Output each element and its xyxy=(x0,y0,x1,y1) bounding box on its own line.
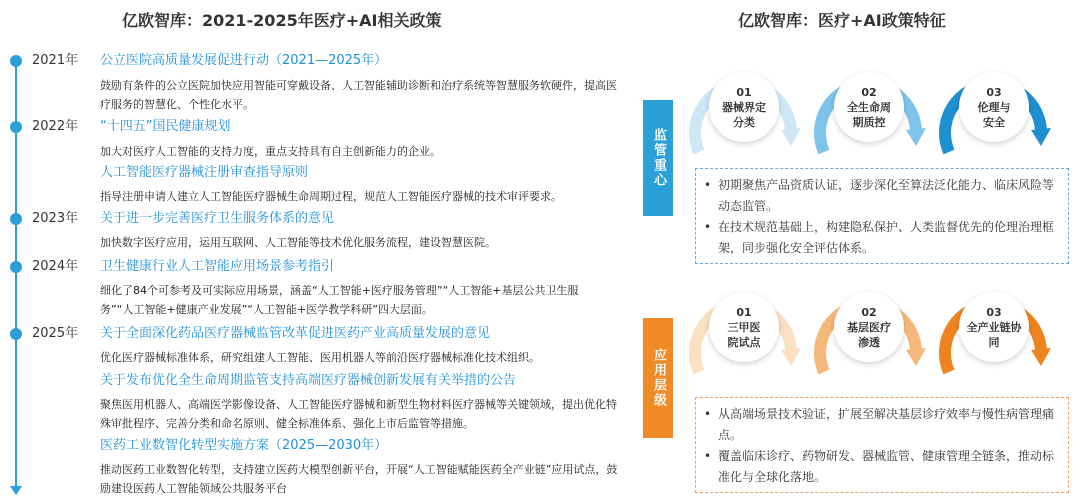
policy-desc: 鼓励有条件的公立医院加快应用智能可穿戴设备、人工智能辅助诊断和治疗系统等智慧服务软硬件，提高医疗服务的智慧化、个性化水平。 xyxy=(100,79,617,111)
policy-title: 人工智能医疗器械注册审查指导原则 xyxy=(100,165,309,180)
step-circle xyxy=(709,292,779,362)
year-label-2021: 2021年 xyxy=(32,53,79,68)
policy-desc: 聚焦医用机器人、高端医学影像设备、人工智能医疗器械和新型生物材料医疗器械等关键领域，提出优化特殊审批程序、完善分类和命名原则、健全标准体系、强化上市后监管等措施。 xyxy=(100,398,617,430)
bullet-item: • 初期聚焦产品资质认证，逐步深化至算法泛化能力、临床风险等动态监管。 xyxy=(704,175,1060,217)
step-number: 03 xyxy=(986,85,1002,99)
policy-title: 关于进一步完善医疗卫生服务体系的意见 xyxy=(100,211,335,226)
step-circle xyxy=(959,292,1029,362)
policy-title: “十四五”国民健康规划 xyxy=(100,119,231,134)
policy-title: 医药工业数智化转型实施方案（2025—2030年） xyxy=(100,438,388,453)
right-title: 亿欧智库：医疗+AI政策特征 xyxy=(738,11,946,30)
step-text: 伦理与安全 xyxy=(977,100,1011,129)
year-label-2024: 2024年 xyxy=(32,259,79,274)
step-text: 基层医疗渗透 xyxy=(847,320,891,349)
step-number: 02 xyxy=(861,85,877,99)
step-number: 03 xyxy=(986,305,1002,319)
year-label-2023: 2023年 xyxy=(32,211,79,226)
timeline-arrow-icon xyxy=(10,486,22,495)
application-bullets xyxy=(695,397,1069,493)
policy-desc: 细化了84个可参考及可实际应用场景，涵盖“人工智能+医疗服务管理”“人工智能+基层公共卫生服务”“人工智能+健康产业发展”“人工智能+医学教学科研”四大层面。 xyxy=(100,284,579,316)
bullet-item: • 在技术规范基础上，构建隐私保护、人类监督优先的伦理治理框架，同步强化安全评估体系。 xyxy=(704,217,1060,259)
bullet-item: • 从高端场景技术验证，扩展至解决基层诊疗效率与慢性病管理痛点。 xyxy=(704,404,1060,446)
step-text: 三甲医院试点 xyxy=(727,320,761,349)
left-title: 亿欧智库：2021-2025年医疗+AI相关政策 xyxy=(122,11,442,30)
timeline-dot xyxy=(10,213,22,225)
step-text: 全产业链协同 xyxy=(966,320,1022,349)
step-number: 02 xyxy=(861,305,877,319)
policy-title: 公立医院高质量发展促进行动（2021—2025年） xyxy=(100,53,388,68)
timeline-dot xyxy=(10,328,22,340)
step-circle xyxy=(834,72,904,142)
timeline-dot xyxy=(10,55,22,67)
policy-desc: 优化医疗器械标准体系，研究组建人工智能、医用机器人等前沿医疗器械标准化技术组织。 xyxy=(100,351,540,364)
step-text: 全生命周期质控 xyxy=(847,100,891,129)
policy-title: 关于全面深化药品医疗器械监管改革促进医药产业高质量发展的意见 xyxy=(100,326,491,341)
step-number: 01 xyxy=(736,85,752,99)
policy-desc: 推动医药工业数智化转型，支持建立医药大模型创新平台，开展“人工智能赋能医药全产业链”应用试点，鼓励建设医药人工智能领域公共服务平台 xyxy=(100,463,618,495)
supervision-bullets xyxy=(695,168,1069,264)
policy-desc: 加大对医疗人工智能的支持力度，重点支持具有自主创新能力的企业。 xyxy=(100,145,441,158)
step-circle xyxy=(834,292,904,362)
step-number: 01 xyxy=(736,305,752,319)
policy-desc: 加快数字医疗应用，运用互联网、人工智能等技术优化服务流程，建设智慧医院。 xyxy=(100,236,496,249)
year-label-2022: 2022年 xyxy=(32,119,79,134)
step-circle xyxy=(709,72,779,142)
bullet-item: • 覆盖临床诊疗、药物研发、器械监管、健康管理全链条，推动标准化与全球化落地。 xyxy=(704,446,1060,488)
year-label-2025: 2025年 xyxy=(32,326,79,341)
timeline-dot xyxy=(10,121,22,133)
timeline-dot xyxy=(10,261,22,273)
supervision-label: 监管重心 xyxy=(643,100,673,216)
step-text: 器械界定分类 xyxy=(722,100,766,129)
step-circle xyxy=(959,72,1029,142)
policy-title: 卫生健康行业人工智能应用场景参考指引 xyxy=(100,259,335,274)
policy-desc: 指导注册申请人建立人工智能医疗器械生命周期过程，规范人工智能医疗器械的技术审评要求。 xyxy=(100,190,562,203)
policy-title: 关于发布优化全生命周期监管支持高端医疗器械创新发展有关举措的公告 xyxy=(100,373,517,388)
application-label: 应用层级 xyxy=(643,318,673,438)
